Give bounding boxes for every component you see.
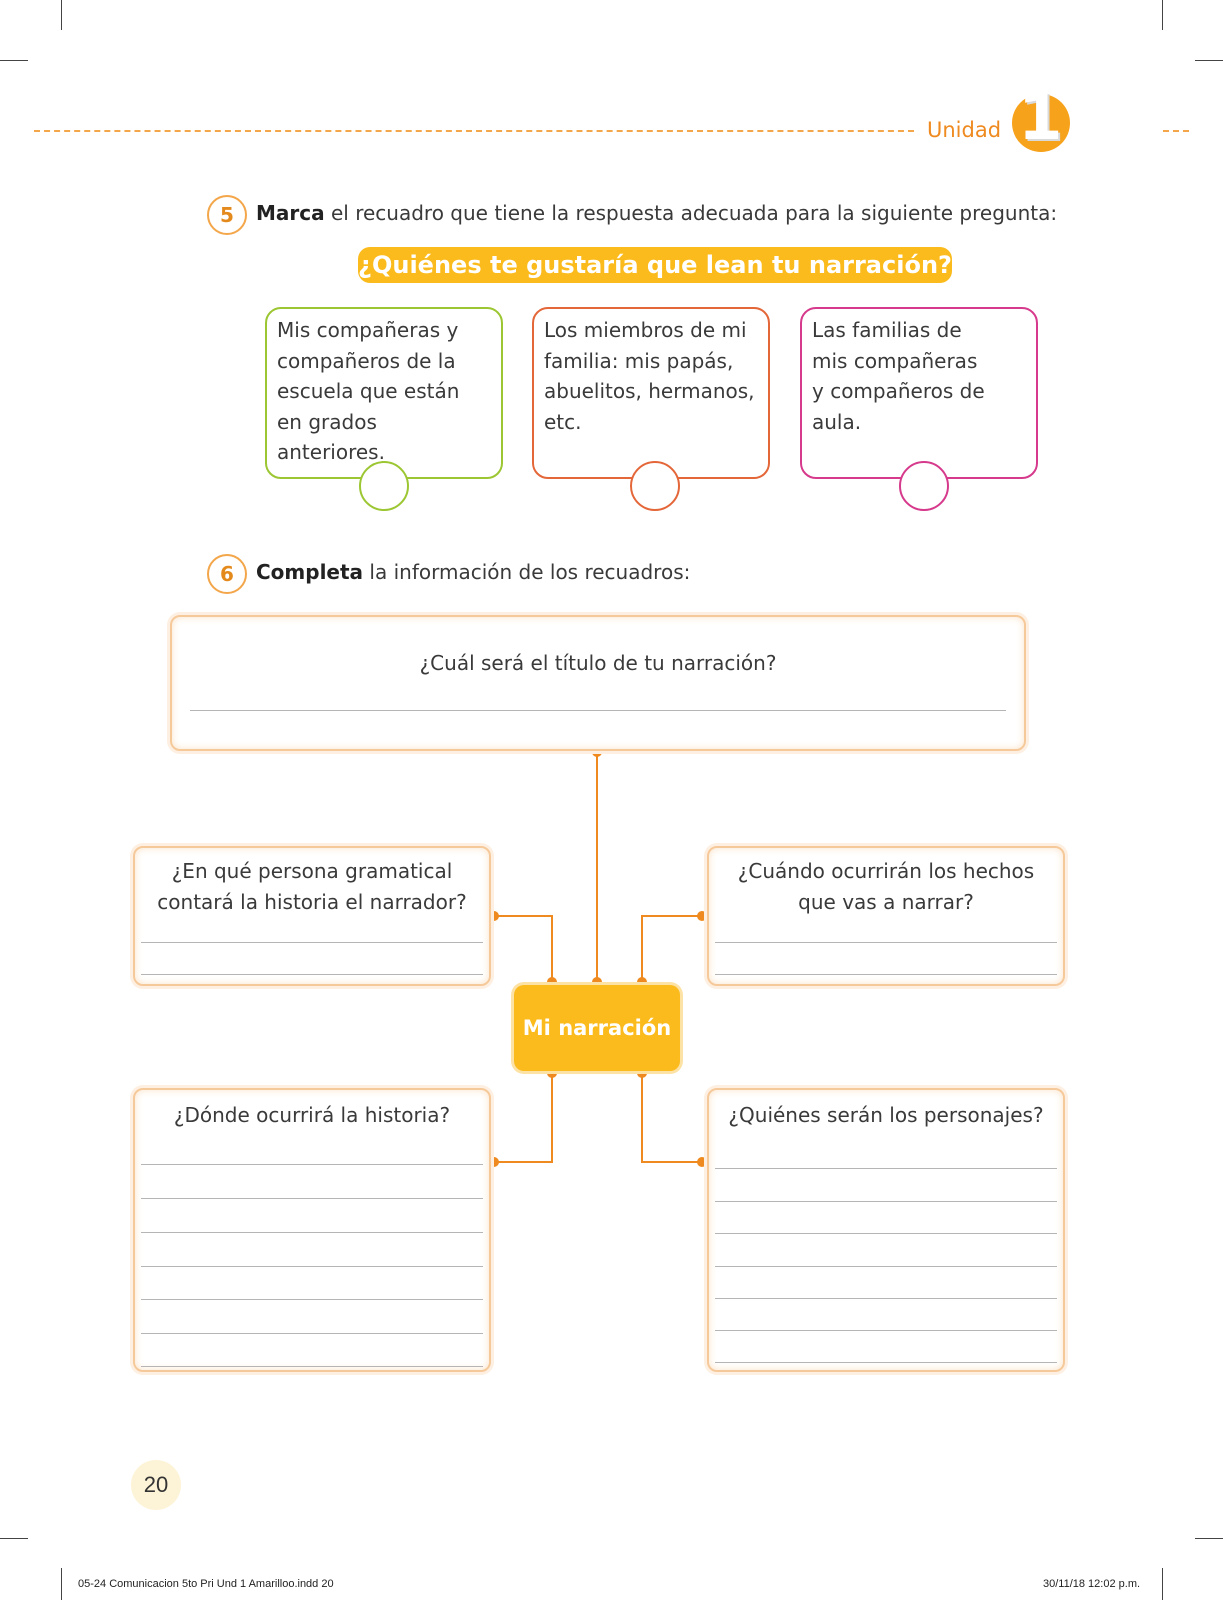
question-line: contará la historia el narrador?: [157, 889, 467, 914]
writing-line[interactable]: [141, 1366, 483, 1367]
persona-box: [133, 846, 491, 986]
persona-question: [135, 856, 489, 917]
center-label-box: Mi narración: [514, 985, 680, 1071]
question-line: que vas a narrar?: [798, 889, 974, 914]
writing-line[interactable]: [141, 1299, 483, 1300]
writing-line[interactable]: [141, 1232, 483, 1233]
writing-line[interactable]: [190, 710, 1006, 711]
unit-number: 1: [1018, 81, 1063, 155]
writing-line[interactable]: [715, 1298, 1057, 1299]
question-line: ¿En qué persona gramatical: [171, 859, 453, 883]
option-line: abuelitos, hermanos,: [544, 379, 755, 403]
option-line: mis compañeras: [812, 348, 978, 373]
option-line: en grados anteriores.: [277, 409, 385, 464]
cuando-box: [707, 846, 1065, 986]
writing-line[interactable]: [141, 1164, 483, 1165]
unit-label: Unidad: [927, 118, 1002, 142]
option-line: Las familias de: [812, 318, 962, 342]
writing-line[interactable]: [715, 974, 1057, 975]
personajes-question: ¿Quiénes serán los personajes?: [728, 1103, 1044, 1127]
option-line: y compañeros de: [812, 379, 985, 403]
personajes-box: [707, 1088, 1065, 1372]
option-line: aula.: [812, 409, 862, 434]
option-line: familia: mis papás,: [544, 348, 734, 373]
title-box: [170, 615, 1026, 751]
writing-line[interactable]: [715, 942, 1057, 943]
writing-line[interactable]: [715, 1201, 1057, 1202]
question-line: ¿Cuándo ocurrirán los hechos: [737, 859, 1035, 883]
option-line: Mis compañeras y: [277, 318, 459, 342]
option-line: Los miembros de mi: [544, 318, 747, 342]
option-line: compañeros de la: [277, 348, 456, 373]
writing-line[interactable]: [715, 1233, 1057, 1234]
instruction-verb: Marca: [256, 201, 325, 225]
question-number-5: 5: [207, 195, 247, 235]
writing-line[interactable]: [141, 974, 483, 975]
footer-timestamp: 30/11/18 12:02 p.m.: [1043, 1578, 1141, 1590]
writing-line[interactable]: [715, 1362, 1057, 1363]
writing-line[interactable]: [141, 942, 483, 943]
cuando-question: [709, 856, 1063, 917]
writing-line[interactable]: [141, 1333, 483, 1334]
donde-box: [133, 1088, 491, 1372]
instruction-text: la información de los recuadros:: [363, 560, 691, 584]
donde-question: ¿Dónde ocurrirá la historia?: [173, 1103, 451, 1127]
footer-file-name: 05-24 Comunicacion 5to Pri Und 1 Amarilloo.indd 20: [78, 1578, 334, 1590]
writing-line[interactable]: [715, 1168, 1057, 1169]
instruction-text: el recuadro que tiene la respuesta adecuada para la siguiente pregunta:: [324, 201, 1058, 225]
writing-line[interactable]: [715, 1266, 1057, 1267]
option-line: escuela que están: [277, 379, 460, 403]
question-number-6: 6: [207, 554, 247, 594]
title-question: ¿Cuál será el título de tu narración?: [419, 651, 777, 675]
writing-line[interactable]: [715, 1330, 1057, 1331]
writing-line[interactable]: [141, 1198, 483, 1199]
writing-line[interactable]: [141, 1266, 483, 1267]
page-number: 20: [131, 1460, 181, 1510]
option-line: etc.: [544, 409, 582, 434]
question-banner: ¿Quiénes te gustaría que lean tu narración?: [358, 247, 952, 283]
instruction-verb: Completa: [256, 560, 364, 584]
